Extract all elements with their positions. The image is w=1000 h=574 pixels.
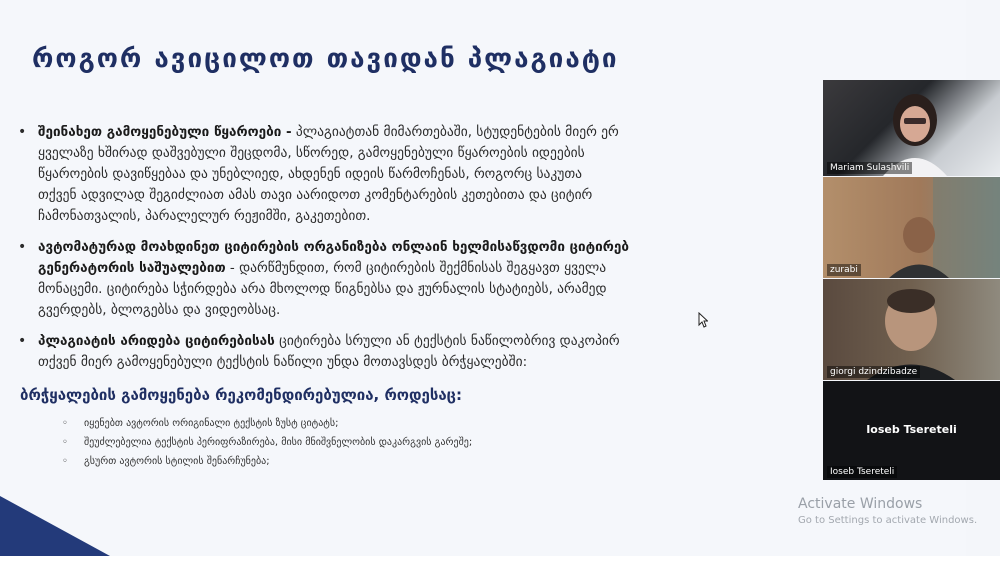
bullet-text: პლაგიატთან მიმართებაში, სტუდენტების მიერ ერ: [291, 124, 619, 140]
list-item: [60, 414, 472, 433]
bullet-text: ყველაზე ხშირად დაშვებული შეცდომა, სწორედ, გამოყენებული წყაროების იდეების: [38, 145, 585, 161]
participant-panel: [823, 80, 1000, 480]
bullet-line: [38, 122, 846, 143]
participant-name: Mariam Sulashvili: [827, 162, 912, 174]
bullet-text: ჩამონათვალის, პარალელურ რეჟიმში, გაკეთებით.: [38, 208, 371, 224]
bullet-dot: •: [18, 239, 27, 255]
participant-name: zurabi: [827, 264, 861, 276]
mouse-cursor-icon: [698, 312, 708, 328]
bullet-text: წყაროების დავიწყებაა და უნებლიედ, ახდენენ იდეის წარმოჩენას, როგორც საკუთა: [38, 166, 583, 182]
sub-bullet-dot: ◦: [62, 418, 68, 429]
bottom-bar: [0, 556, 1000, 574]
list-item-text: გსურთ ავტორის სტილის შენარჩუნება;: [84, 456, 270, 467]
activate-windows-title: Activate Windows: [798, 496, 923, 512]
participant-video-icon: [823, 279, 1000, 380]
list-item-text: შეუძლებელია ტექსტის პერიფრაზირება, მისი მნიშვნელობის დაკარგვის გარეშე;: [84, 437, 473, 448]
quote-list: [60, 414, 472, 471]
bullet-dot: •: [18, 124, 27, 140]
bullet-text: თქვენ ადვილად შეგიძლიათ ამას თავი აარიდოთ კომენტარების კეთებითა და ციტირ: [38, 187, 593, 203]
bullet-heading: გენერატორის საშუალებით: [38, 260, 226, 276]
participant-video-icon: [823, 177, 1000, 278]
list-item-text: იყენებთ ავტორის ორიგინალი ტექსტის ზუსტ ციტატს;: [84, 418, 339, 429]
participant-tile[interactable]: [823, 279, 1000, 380]
participant-name: giorgi dzindzibadze: [827, 366, 920, 378]
bullet-item: [16, 331, 846, 373]
bullet-line: [38, 258, 846, 279]
list-item: [60, 433, 472, 452]
bullet-dot: •: [18, 333, 27, 349]
corner-decoration: [0, 496, 110, 556]
bullet-text: ციტირება სრული ან ტექსტის ნაწილობრივ დაკოპირ: [274, 333, 620, 349]
sub-bullet-dot: ◦: [62, 437, 68, 448]
bullet-heading: პლაგიატის არიდება ციტირებისას: [38, 333, 275, 349]
bullet-list: [16, 122, 846, 383]
participant-tile[interactable]: [823, 80, 1000, 176]
participant-tile[interactable]: [823, 177, 1000, 278]
bullet-line: [38, 331, 846, 352]
activate-windows-subtitle: Go to Settings to activate Windows.: [798, 515, 978, 526]
participant-name: Ioseb Tsereteli: [827, 466, 897, 478]
quote-heading: ბრჭყალების გამოყენება რეკომენდირებულია, როდესაც:: [20, 386, 463, 404]
bullet-text: გვერდებს, ბლოგებსა და ვიდეობსაც.: [38, 302, 281, 318]
bullet-item: [16, 122, 846, 227]
bullet-heading: შეინახეთ გამოყენებული წყაროები -: [38, 124, 292, 140]
participant-center-label: Ioseb Tsereteli: [866, 423, 957, 436]
slide-title: როგორ ავიცილოთ თავიდან პლაგიატი: [32, 44, 619, 74]
participant-tile[interactable]: [823, 381, 1000, 480]
bullet-text: თქვენ მიერ გამოყენებული ტექსტის ნაწილი უნდა მოთავსდეს ბრჭყალებში:: [38, 354, 528, 370]
bullet-item: [16, 237, 846, 321]
bullet-text: - დარწმუნდით, რომ ციტირების შექმნისას შეგყავთ ყველა: [225, 260, 607, 276]
list-item: [60, 452, 472, 471]
bullet-text: მონაცემი. ციტირება სჭირდება არა მხოლოდ წიგნებსა და ჟურნალის სტატიებს, არამედ: [38, 281, 607, 297]
bullet-heading: ავტომატურად მოახდინეთ ციტირების ორგანიზება ონლაინ ხელმისაწვდომი ციტირებ: [38, 239, 629, 255]
sub-bullet-dot: ◦: [62, 456, 68, 467]
